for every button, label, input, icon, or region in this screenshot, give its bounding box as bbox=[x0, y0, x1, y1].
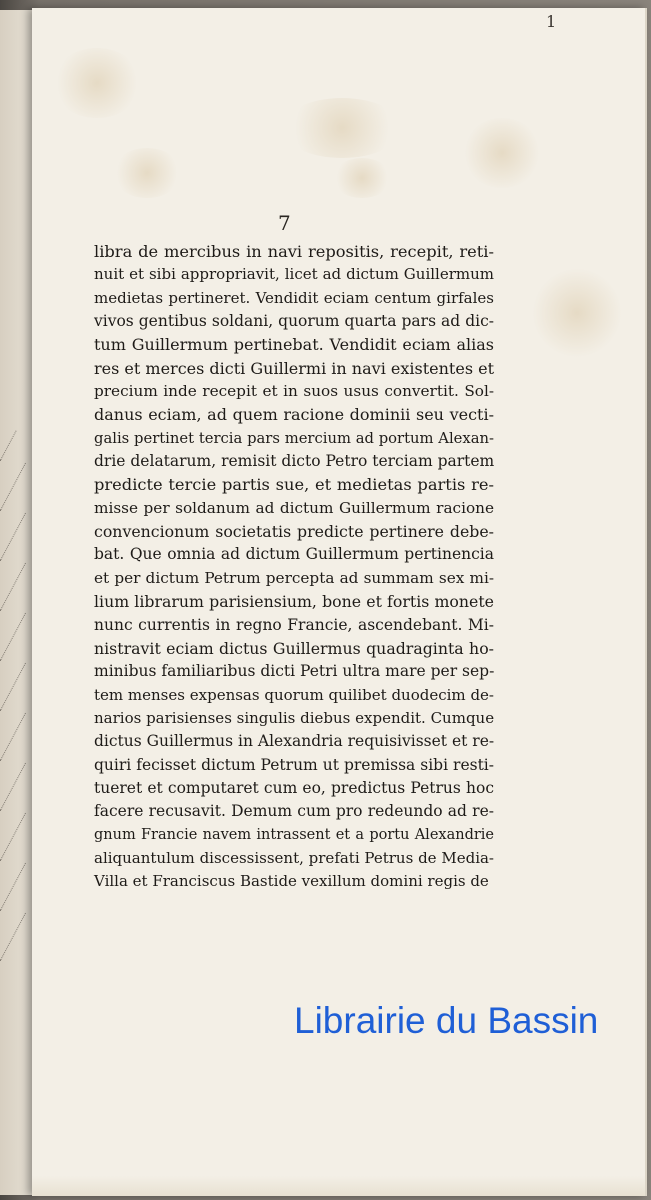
underlying-text-line bbox=[0, 906, 26, 961]
text-line: gnum Francie navem intrassent et a portu Alexandrie bbox=[94, 826, 494, 843]
body-text bbox=[94, 240, 494, 894]
text-line: nistravit eciam dictus Guillermus quadraginta ho- bbox=[94, 638, 494, 658]
text-line: galis pertinet tercia pars mercium ad portum Alexan- bbox=[94, 429, 494, 447]
text-line: nunc currentis in regno Francie, ascendebant. Mi- bbox=[94, 615, 494, 634]
underlying-text-line bbox=[0, 706, 26, 761]
text-line: narios parisienses singulis diebus expendit. Cumque bbox=[94, 708, 495, 727]
corner-mark: 1 bbox=[546, 12, 557, 31]
underlying-text-line bbox=[0, 806, 26, 861]
foxing-stain bbox=[282, 98, 402, 158]
text-line: predicte tercie partis sue, et medietas partis re- bbox=[94, 475, 494, 495]
underlying-text-line bbox=[0, 656, 26, 711]
text-line: minibus familiaribus dicti Petri ultra mare per sep- bbox=[94, 662, 495, 681]
underlying-text-line bbox=[0, 556, 26, 611]
text-line: bat. Que omnia ad dictum Guillermum pertinencia bbox=[94, 545, 494, 564]
text-line: tueret et computaret cum eo, predictus Petrus hoc bbox=[94, 778, 494, 797]
text-line: facere recusavit. Demum cum pro redeundo ad re- bbox=[94, 802, 494, 821]
text-line: tum Guillermum pertinebat. Vendidit eciam alias bbox=[94, 335, 494, 355]
watermark: Librairie du Bassin bbox=[294, 1000, 599, 1041]
text-line: quiri fecisset dictum Petrum ut premissa sibi resti- bbox=[94, 755, 494, 774]
text-line: libra de mercibus in navi repositis, recepit, reti- bbox=[94, 242, 494, 261]
text-line: tem menses expensas quorum quilibet duodecim de- bbox=[94, 685, 494, 704]
text-line: drie delatarum, remisit dicto Petro terciam partem bbox=[94, 452, 495, 471]
foxing-stain bbox=[112, 148, 182, 198]
text-line: medietas pertineret. Vendidit eciam centum girfales bbox=[94, 288, 494, 307]
foxing-stain bbox=[462, 118, 542, 188]
text-line: aliquantulum discessissent, prefati Petrus de Media- bbox=[94, 848, 494, 867]
underlying-text-line bbox=[0, 606, 26, 661]
text-line: vivos gentibus soldani, quorum quarta pars ad dic- bbox=[94, 312, 494, 331]
underlying-text-line bbox=[0, 456, 26, 511]
foxing-stain bbox=[332, 158, 392, 198]
text-line: Villa et Franciscus Bastide vexillum domini regis de bbox=[94, 872, 489, 891]
text-line: et per dictum Petrum percepta ad summam sex mi- bbox=[94, 568, 494, 587]
text-line: misse per soldanum ad dictum Guillermum racione bbox=[94, 498, 494, 517]
foxing-stain bbox=[52, 48, 142, 118]
underlying-text-line bbox=[0, 506, 26, 561]
page-number: 7 bbox=[278, 211, 291, 235]
text-line: precium inde recepit et in suos usus convertit. Sol- bbox=[94, 382, 494, 401]
text-line: danus eciam, ad quem racione dominii seu vecti- bbox=[94, 405, 494, 425]
text-line: convencionum societatis predicte pertinere debe- bbox=[94, 522, 494, 542]
underlying-text-line bbox=[0, 756, 26, 811]
text-line: lium librarum parisiensium, bone et fortis monete bbox=[94, 592, 494, 612]
foxing-stain bbox=[532, 268, 622, 358]
text-line: res et merces dicti Guillermi in navi existentes et bbox=[94, 358, 495, 378]
text-line: dictus Guillermus in Alexandria requisivisset et re- bbox=[94, 732, 495, 751]
underlying-text-line bbox=[0, 856, 26, 911]
text-line: nuit et sibi appropriavit, licet ad dictum Guillermum bbox=[94, 265, 494, 284]
